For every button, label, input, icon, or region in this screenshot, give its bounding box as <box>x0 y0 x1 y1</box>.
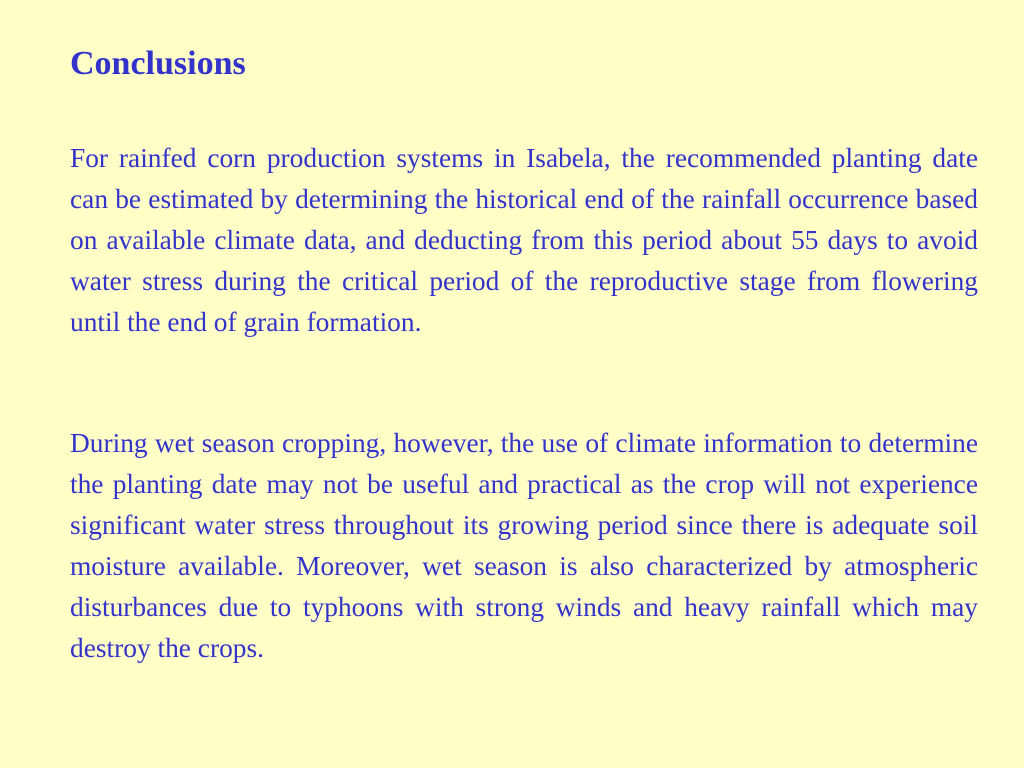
slide-title: Conclusions <box>70 45 246 82</box>
conclusion-paragraph-wet-season: During wet season cropping, however, the use of climate information to determine the planting date may not be useful and practical as the crop will not experience significant water stress throughout its growing period since there is adequate soil moisture available. Moreover, wet season is also characterized by atmospheric disturbances due to typhoons with strong winds and heavy rainfall which may destroy the crops. <box>70 428 978 663</box>
conclusion-paragraph-rainfed: For rainfed corn production systems in Isabela, the recommended planting date can be estimated by determining the historical end of the rainfall occurrence based on available climate data, and deducting from this period about 55 days to avoid water stress during the critical period of the reproductive stage from flowering until the end of grain formation. <box>70 143 978 337</box>
